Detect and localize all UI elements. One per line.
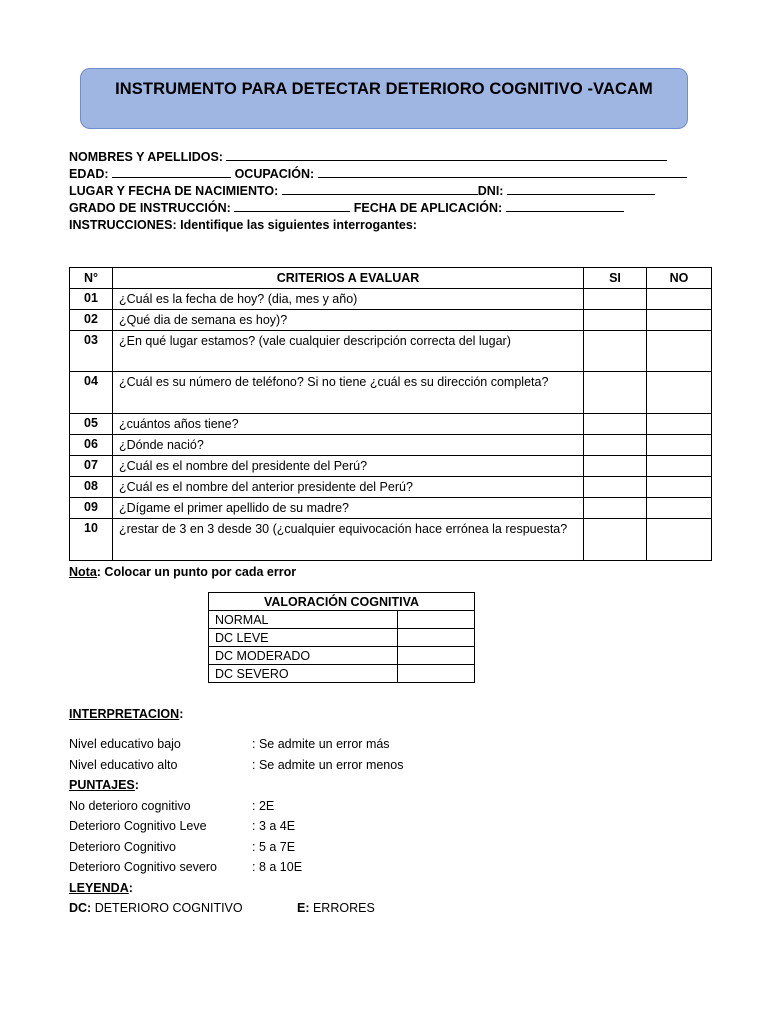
row-number: 07	[70, 456, 113, 477]
no-cell[interactable]	[647, 435, 712, 456]
leyenda-e: E: ERRORES	[297, 901, 375, 916]
valoracion-row	[209, 647, 475, 665]
note-text: : Colocar un punto por cada error	[96, 565, 297, 579]
row-number: 08	[70, 477, 113, 498]
valoracion-header: VALORACIÓN COGNITIVA	[209, 593, 475, 611]
title-banner	[80, 68, 688, 129]
interpretation-section	[69, 707, 709, 919]
lugar-blank[interactable]	[282, 182, 478, 195]
row-number: 03	[70, 331, 113, 372]
table-row	[70, 477, 712, 498]
si-cell[interactable]	[584, 477, 647, 498]
no-cell[interactable]	[647, 289, 712, 310]
no-cell[interactable]	[647, 477, 712, 498]
row-number: 02	[70, 310, 113, 331]
leyenda-dc: DC: DETERIORO COGNITIVO	[69, 901, 243, 916]
valoracion-label: NORMAL	[209, 611, 398, 629]
si-cell[interactable]	[584, 414, 647, 435]
fecha-aplicacion-blank[interactable]	[506, 199, 624, 212]
no-cell[interactable]	[647, 498, 712, 519]
si-cell[interactable]	[584, 310, 647, 331]
valoracion-row	[209, 665, 475, 683]
si-cell[interactable]	[584, 456, 647, 477]
row-question: ¿Cuál es el nombre del presidente del Perú?	[113, 456, 584, 477]
valoracion-cell[interactable]	[398, 665, 475, 683]
puntaje-item: Deterioro Cognitivo Leve : 3 a 4E	[69, 819, 296, 834]
row-question: ¿Cuál es la fecha de hoy? (dia, mes y año)	[113, 289, 584, 310]
si-cell[interactable]	[584, 519, 647, 561]
col-header-si: SI	[584, 268, 647, 289]
col-header-no: NO	[647, 268, 712, 289]
puntaje-item: No deterioro cognitivo : 2E	[69, 798, 275, 813]
table-row	[70, 331, 712, 372]
row-question: ¿Cuál es el nombre del anterior presidente del Perú?	[113, 477, 584, 498]
leyenda-items	[69, 898, 709, 919]
valoracion-cell[interactable]	[398, 611, 475, 629]
table-row	[70, 498, 712, 519]
no-cell[interactable]	[647, 331, 712, 372]
criteria-table	[69, 267, 712, 561]
no-cell[interactable]	[647, 372, 712, 414]
no-cell[interactable]	[647, 310, 712, 331]
row-question: ¿cuántos años tiene?	[113, 414, 584, 435]
row-number: 01	[70, 289, 113, 310]
col-header-n: N°	[70, 268, 113, 289]
si-cell[interactable]	[584, 435, 647, 456]
row-number: 06	[70, 435, 113, 456]
field-lugar-dni: LUGAR Y FECHA DE NACIMIENTO: DNI:	[69, 182, 699, 199]
table-row	[70, 456, 712, 477]
valoracion-label: DC SEVERO	[209, 665, 398, 683]
note-line	[69, 565, 296, 579]
field-nombres: NOMBRES Y APELLIDOS:	[69, 148, 699, 165]
valoracion-table	[208, 592, 475, 683]
ocupacion-blank[interactable]	[318, 165, 687, 178]
nombres-blank[interactable]	[226, 148, 667, 161]
valoracion-row	[209, 629, 475, 647]
row-number: 10	[70, 519, 113, 561]
grado-blank[interactable]	[234, 199, 350, 212]
valoracion-cell[interactable]	[398, 629, 475, 647]
dni-blank[interactable]	[507, 182, 655, 195]
row-question: ¿restar de 3 en 3 desde 30 (¿cualquier equivocación hace errónea la respuesta?	[113, 519, 584, 561]
leyenda-heading: LEYENDA :	[69, 880, 133, 895]
personal-data-section	[69, 148, 699, 233]
edad-blank[interactable]	[112, 165, 231, 178]
field-grado-fecha: GRADO DE INSTRUCCIÓN: FECHA DE APLICACIÓN:	[69, 199, 699, 216]
table-row	[70, 519, 712, 561]
field-edad-ocupacion: EDAD: OCUPACIÓN:	[69, 165, 699, 182]
row-number: 05	[70, 414, 113, 435]
col-header-criterios: CRITERIOS A EVALUAR	[113, 268, 584, 289]
si-cell[interactable]	[584, 372, 647, 414]
row-number: 09	[70, 498, 113, 519]
no-cell[interactable]	[647, 414, 712, 435]
table-row	[70, 414, 712, 435]
row-question: ¿Cuál es su número de teléfono? Si no tiene ¿cuál es su dirección completa?	[113, 372, 584, 414]
si-cell[interactable]	[584, 498, 647, 519]
row-question: ¿En qué lugar estamos? (vale cualquier descripción correcta del lugar)	[113, 331, 584, 372]
row-question: ¿Qué dia de semana es hoy)?	[113, 310, 584, 331]
row-question: ¿Dígame el primer apellido de su madre?	[113, 498, 584, 519]
no-cell[interactable]	[647, 519, 712, 561]
puntaje-item: Deterioro Cognitivo : 5 a 7E	[69, 839, 296, 854]
puntajes-heading: PUNTAJES :	[69, 778, 139, 793]
row-question: ¿Dónde nació?	[113, 435, 584, 456]
valoracion-row	[209, 611, 475, 629]
page-title: INSTRUMENTO PARA DETECTAR DETERIORO COGNITIVO -VACAM	[115, 80, 653, 98]
puntaje-item: Deterioro Cognitivo severo : 8 a 10E	[69, 860, 303, 875]
interpretacion-item: Nivel educativo bajo : Se admite un error más	[69, 737, 390, 752]
table-header-row	[70, 268, 712, 289]
table-row	[70, 289, 712, 310]
valoracion-label: DC LEVE	[209, 629, 398, 647]
table-row	[70, 435, 712, 456]
row-number: 04	[70, 372, 113, 414]
interpretacion-item: Nivel educativo alto : Se admite un error menos	[69, 757, 404, 772]
table-row	[70, 310, 712, 331]
table-row	[70, 372, 712, 414]
instructions: INSTRUCCIONES: Identifique las siguientes interrogantes:	[69, 218, 417, 232]
si-cell[interactable]	[584, 289, 647, 310]
valoracion-cell[interactable]	[398, 647, 475, 665]
interpretacion-heading: INTERPRETACION:	[69, 707, 184, 721]
valoracion-label: DC MODERADO	[209, 647, 398, 665]
no-cell[interactable]	[647, 456, 712, 477]
note-label: Nota	[69, 565, 97, 579]
si-cell[interactable]	[584, 331, 647, 372]
